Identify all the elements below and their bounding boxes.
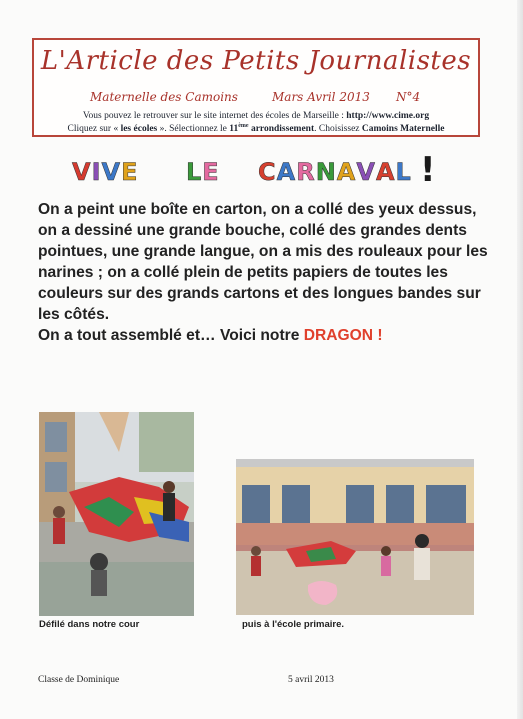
caption-photo2: puis à l'école primaire. bbox=[242, 619, 345, 630]
scan-edge bbox=[517, 0, 523, 719]
issue-number: N°4 bbox=[396, 90, 421, 104]
article-paragraph: On a peint une boîte en carton, on a collé des yeux dessus, on a dessiné une grande bouche, collé des grandes dents pointues, une grande langue, on a mis des rouleaux pour les narines ; on a collé plein de petits papiers de toutes les couleurs sur des grands cartons et des longues bandes sur les côtés. bbox=[38, 201, 488, 323]
instr-sup: ème bbox=[238, 123, 249, 129]
photo-courtyard-parade bbox=[39, 412, 194, 616]
title-word-carnaval: CARNAVAL bbox=[258, 158, 412, 186]
footer-class: Classe de Dominique bbox=[38, 675, 120, 685]
photo-primary-image bbox=[236, 459, 474, 615]
issue-date: Mars Avril 2013 bbox=[272, 90, 370, 104]
dragon-word: DRAGON ! bbox=[303, 327, 383, 344]
website-text: Vous pouvez le retrouver sur le site internet des écoles de Marseille : bbox=[82, 111, 347, 121]
instr-text-f: . Choisissez bbox=[314, 124, 362, 135]
instr-school: Camoins Maternelle bbox=[361, 124, 445, 135]
instr-text-c: ». Sélectionnez le bbox=[157, 124, 230, 135]
instructions-line bbox=[34, 123, 478, 134]
instr-ecoles: les écoles bbox=[120, 124, 158, 135]
header-box bbox=[32, 38, 480, 137]
caption-photo1: Défilé dans notre cour bbox=[39, 619, 140, 630]
instr-number: 11 bbox=[229, 124, 239, 135]
title-exclamation: ! bbox=[420, 150, 436, 190]
newsletter-title: L'Article des Petits Journalistes bbox=[40, 46, 472, 76]
article-body bbox=[38, 199, 488, 346]
instr-text-a: Cliquez sur « bbox=[67, 124, 121, 135]
instr-arrondissement: arrondissement bbox=[248, 124, 315, 135]
article-closing bbox=[38, 325, 488, 346]
title-word-vive: VIVE bbox=[72, 158, 139, 186]
closing-text: On a tout assemblé et… Voici notre bbox=[38, 327, 304, 344]
footer-date: 5 avril 2013 bbox=[288, 675, 334, 685]
website-line bbox=[34, 111, 478, 121]
title-word-le: LE bbox=[186, 158, 220, 186]
school-name: Maternelle des Camoins bbox=[90, 90, 238, 104]
photo-primary-school bbox=[236, 459, 474, 615]
photo-courtyard-image bbox=[39, 412, 194, 616]
website-link[interactable]: http://www.cime.org bbox=[346, 111, 430, 121]
